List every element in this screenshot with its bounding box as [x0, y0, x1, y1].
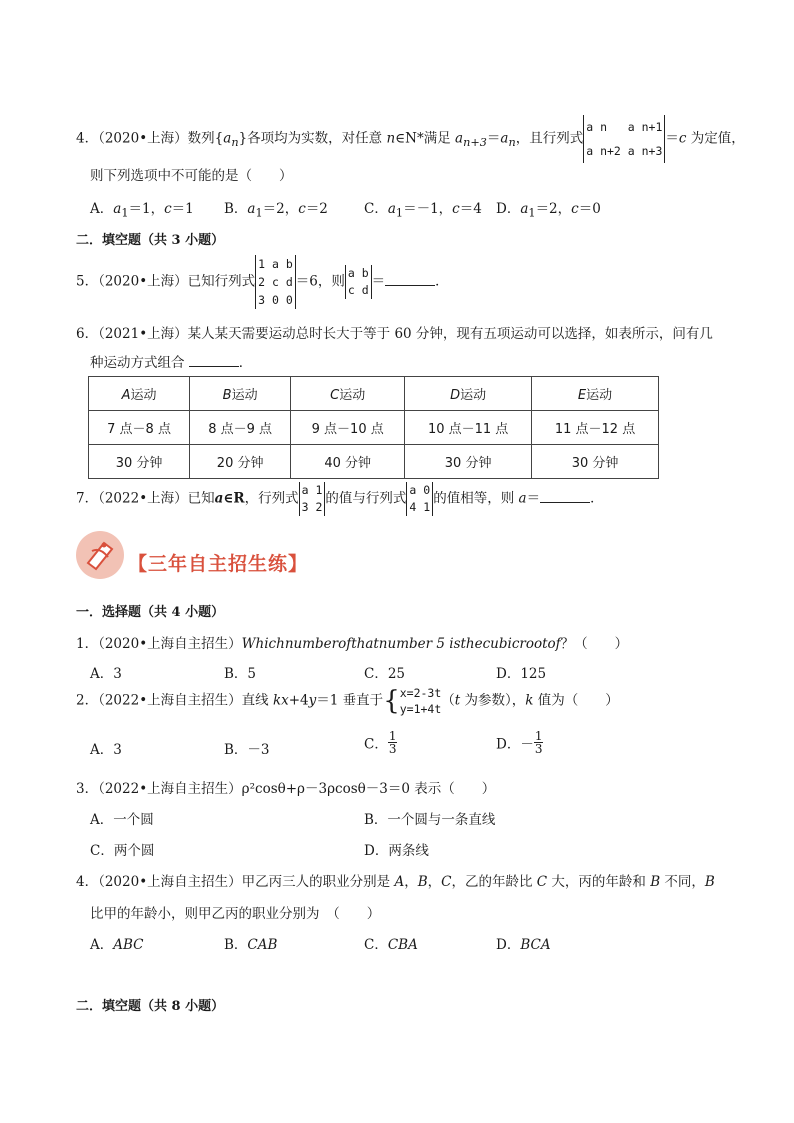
q4-option-d[interactable]: D．$a_1=2$，c＝0 [496, 201, 601, 220]
fraction-one-third: $\frac{1}{3}$ [388, 729, 397, 756]
table-cell: 40 分钟 [291, 445, 405, 479]
q4-option-c[interactable]: C．$a_1=-1$，c＝4 [364, 201, 482, 220]
table-row-durations [89, 445, 659, 479]
param-system: x=2-3t y=1+4t [399, 686, 442, 716]
q5-determinant-3x3: 1 a b 2 c d 3 0 0 [255, 255, 296, 309]
q5-determinant-2x2: a b c d [345, 265, 372, 299]
section-fill-in-heading-2: 二．填空题（共 8 小题） [76, 999, 225, 1014]
s3-option-c[interactable]: C．两个圆 [90, 843, 155, 859]
table-row-times [89, 411, 659, 445]
table-cell: 30 分钟 [89, 445, 190, 479]
s4-option-c[interactable]: C．CBA [364, 937, 418, 953]
table-header-cell: D运动 [405, 377, 532, 411]
s1-option-a[interactable]: A．3 [90, 666, 122, 682]
q7-determinant-2: a 0 4 1 [406, 482, 433, 516]
section-banner-title: 【三年自主招生练】 [128, 553, 309, 575]
s3-option-a[interactable]: A．一个圆 [90, 812, 154, 828]
q7-determinant-1: a 1 3 2 [299, 482, 326, 516]
s4-option-d[interactable]: D．BCA [496, 937, 551, 953]
q4-line1: 4．（2020•上海）数列$\{a_n\}$各项均为实数，对任意 n∈N*满足 $a_{n+3}=a_n$，且行列式 a n a n+1 a n+2 a n+3 ＝c 为定值， [76, 115, 745, 163]
table-cell: 30 分钟 [405, 445, 532, 479]
q6-line1: 6．（2021•上海）某人某天需要运动总时长大于等于 60 分钟，现有五项运动可以选择，如表所示，问有几 [76, 326, 713, 342]
table-header-cell: C运动 [291, 377, 405, 411]
s2-option-a[interactable]: A．3 [90, 742, 122, 758]
s3-option-b[interactable]: B．一个圆与一条直线 [364, 812, 496, 828]
compass-ruler-icon [74, 529, 126, 581]
table-row-header [89, 377, 659, 411]
q4-determinant: a n a n+1 a n+2 a n+3 [583, 115, 665, 163]
s2-option-c[interactable]: C． $\frac{1}{3}$ [364, 729, 397, 756]
section-choice-heading: 一．选择题（共 4 小题） [76, 605, 225, 620]
table-cell: 8 点－9 点 [190, 411, 291, 445]
s3-line: 3．（2022•上海自主招生）ρ²cosθ+ρ－3ρcosθ－3＝0 表示（ ） [76, 781, 496, 797]
table-cell: 10 点－11 点 [405, 411, 532, 445]
q7-line: 7．（2022•上海）已知a∈R，行列式 a 1 3 2 的值与行列式 a 0 4 1 的值相等，则 a＝ ． [76, 483, 604, 514]
table-header-cell: B运动 [190, 377, 291, 411]
s2-line: 2．（2022•上海自主招生）直线 kx+4y＝1 垂直于{ x=2-3t y=1+4t （t 为参数），k 值为（ ） [76, 686, 619, 716]
table-cell: 20 分钟 [190, 445, 291, 479]
table-cell: 11 点－12 点 [532, 411, 659, 445]
s1-option-c[interactable]: C．25 [364, 666, 406, 682]
s4-option-a[interactable]: A．ABC [90, 937, 144, 953]
table-header-cell: A运动 [89, 377, 190, 411]
s4-line2: 比甲的年龄小，则甲乙丙的职业分别为 （ ） [90, 906, 381, 922]
table-cell: 7 点－8 点 [89, 411, 190, 445]
s4-option-b[interactable]: B．CAB [224, 937, 278, 953]
q4-option-a[interactable]: A．$a_1=1$，c＝1 [90, 201, 194, 220]
table-cell: 30 分钟 [532, 445, 659, 479]
s3-option-d[interactable]: D．两条线 [364, 843, 429, 859]
table-cell: 9 点－10 点 [291, 411, 405, 445]
q7-answer-blank[interactable] [540, 490, 590, 503]
s1-option-b[interactable]: B．5 [224, 666, 257, 682]
s2-option-b[interactable]: B．－3 [224, 742, 270, 758]
q4-option-b[interactable]: B．$a_1=2$，c＝2 [224, 201, 328, 220]
q6-line2: 种运动方式组合 ． [90, 355, 253, 371]
s1-line: 1．（2020•上海自主招生）Whichnumberofthatnumber 5 isthecubicrootof？（ ） [76, 636, 629, 652]
section-fill-in-heading: 二．填空题（共 3 小题） [76, 233, 225, 248]
q4-line2: 则下列选项中不可能的是（ ） [90, 168, 293, 184]
s4-line1: 4．（2020•上海自主招生）甲乙丙三人的职业分别是 A，B，C，乙的年龄比 C 大，丙的年龄和 B 不同，B [76, 874, 715, 890]
table-header-cell: E运动 [532, 377, 659, 411]
q5-answer-blank[interactable] [385, 273, 435, 286]
s2-option-d[interactable]: D．－ $\frac{1}{3}$ [496, 729, 543, 756]
s1-option-d[interactable]: D．125 [496, 666, 547, 682]
fraction-one-third: $\frac{1}{3}$ [534, 729, 543, 756]
q6-answer-blank[interactable] [189, 354, 239, 367]
q5-line: 5．（2020•上海）已知行列式 1 a b 2 c d 3 0 0 ＝6，则 a b c d ＝ ． [76, 257, 449, 307]
left-brace-icon: { [383, 686, 400, 716]
sport-schedule-table [88, 376, 659, 479]
